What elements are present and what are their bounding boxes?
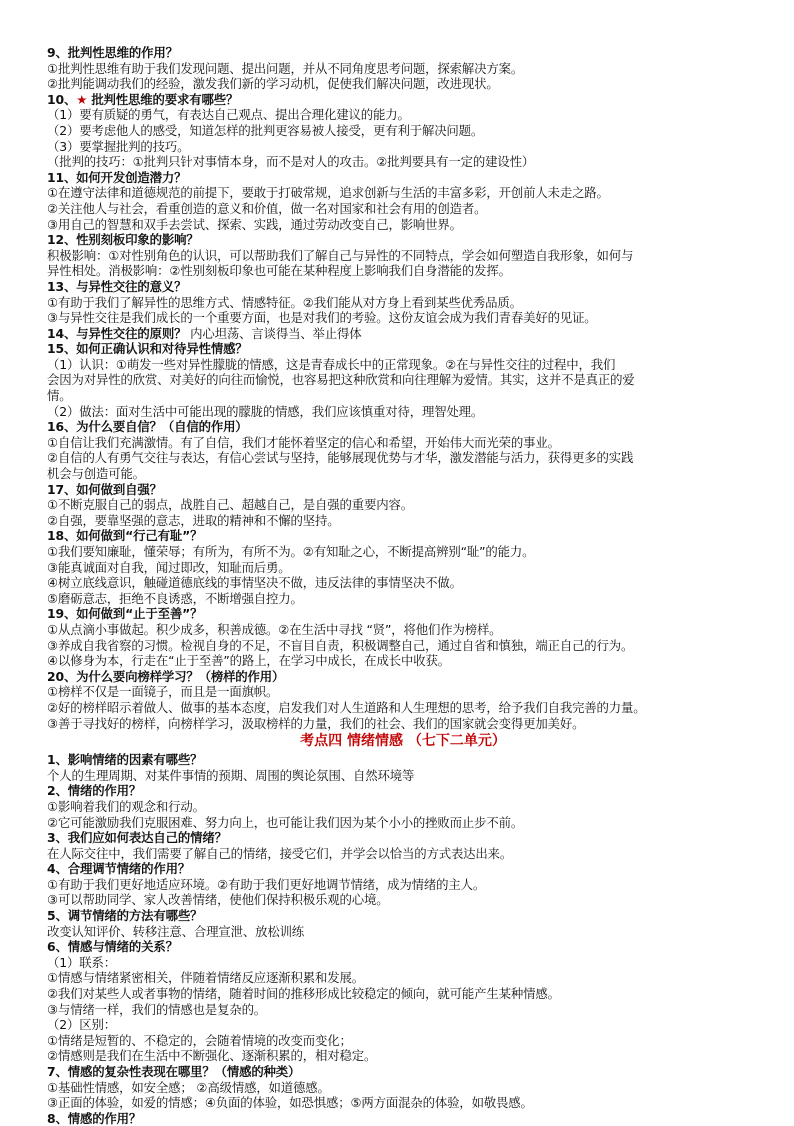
section-judgement-and-growth <box>47 45 759 731</box>
question-line <box>47 528 759 544</box>
answer-line: ①从点滴小事做起。积少成多，积善成德。②在生活中寻找 “贤”，将他们作为榜样。 <box>47 621 502 637</box>
question-heading: 14、与异性交往的原则？ <box>47 325 187 341</box>
question-heading: 19、如何做到“止于至善”？ <box>47 606 203 622</box>
answer-line: ③与情绪一样，我们的情感也是复杂的。 <box>47 1001 267 1017</box>
answer-line: （1）联系： <box>47 954 116 970</box>
question-line <box>47 341 759 357</box>
answer-line: （批判的技巧：①批判只针对事情本身，而不是对人的攻击。②批判要具有一定的建设性） <box>47 154 535 170</box>
question-heading: 16、为什么要自信？（自信的作用） <box>47 419 248 435</box>
answer-line: ④以修身为本，行走在“止于至善”的路上，在学习中成长，在成长中收获。 <box>47 653 450 669</box>
question-heading: 5、调节情绪的方法有哪些？ <box>47 908 203 924</box>
answer-line: ①有助于我们更好地适应环境。②有助于我们更好地调节情绪，成为情绪的主人。 <box>47 876 486 892</box>
question-line <box>47 232 759 248</box>
question-heading: 18、如何做到“行己有耻”？ <box>47 528 203 544</box>
answer-line: ③与异性交往是我们成长的一个重要方面，也是对我们的考验。这份友谊会成为我们青春美好的见证。 <box>47 310 597 326</box>
answer-line: 在人际交往中，我们需要了解自己的情绪，接受它们，并学会以恰当的方式表达出来。 <box>47 845 513 861</box>
answer-line: ②我们对某些人或者事物的情绪，随着时间的推移形成比较稳定的倾向，就可能产生某种情感。 <box>47 986 560 1002</box>
question-heading: 4、合理调节情绪的作用？ <box>47 861 191 877</box>
question-line <box>47 830 759 846</box>
answer-line: ①不断克服自己的弱点，战胜自己、超越自己，是自强的重要内容。 <box>47 497 413 513</box>
question-line <box>47 279 759 295</box>
answer-line: ②好的榜样昭示着做人、做事的基本态度，启发我们对人生道路和人生理想的思考，给予我们自我完善的力量。 <box>47 699 646 715</box>
answer-line: ②它可能激励我们克服困难、努力向上，也可能让我们因为某个小小的挫败而止步不前。 <box>47 814 524 830</box>
star-icon: ★ <box>76 91 88 107</box>
question-heading: 11、如何开发创造潜力？ <box>47 169 187 185</box>
answer-line: 个人的生理周期、对某件事情的预期、周围的舆论氛围、自然环境等 <box>47 767 415 783</box>
answer-line: （2）做法：面对生活中可能出现的朦胧的情感，我们应该慎重对待，理智处理。 <box>47 403 484 419</box>
answer-line: （1）认识：①萌发一些对异性朦胧的情感，这是青春成长中的正常现象。②在与异性交往的过程中，我们 <box>47 356 616 372</box>
question-heading: 7、情感的复杂性表现在哪里？（情感的种类） <box>47 1064 301 1079</box>
answer-line: 积极影响：①对性别角色的认识，可以帮助我们了解自己与异性的不同特点，学会如何塑造自我形象，如何与 <box>47 247 634 263</box>
section-emotions <box>47 752 759 1126</box>
answer-line: 情。 <box>47 388 72 404</box>
question-heading: 15、如何正确认识和对待异性情感？ <box>47 341 248 357</box>
question-heading: 12、性别刻板印象的影响？ <box>47 232 199 248</box>
question-line <box>47 92 759 108</box>
answer-line: ①情绪是短暂的、不稳定的，会随着情境的改变而变化； <box>47 1032 352 1048</box>
answer-line: ①榜样不仅是一面镜子，而且是一面旗帜。 <box>47 684 279 700</box>
answer-line: ③善于寻找好的榜样，向榜样学习，汲取榜样的力量，我们的社会、我们的国家就会变得更加美好。 <box>47 715 585 731</box>
document-page <box>47 45 759 1126</box>
answer-line: ③养成自我省察的习惯。检视自身的不足，不盲目自责，积极调整自己，通过自省和慎独，端正自己的行为。 <box>47 637 634 653</box>
answer-line: ②批判能调动我们的经验，激发我们新的学习动机，促使我们解决问题，改进现状。 <box>47 76 499 92</box>
question-heading: 3、我们应如何表达自己的情绪？ <box>47 830 227 846</box>
question-line <box>47 669 759 685</box>
question-heading: 17、如何做到自强？ <box>47 481 162 497</box>
answer-line: ①情感与情绪紧密相关，伴随着情绪反应逐渐积累和发展。 <box>47 970 364 986</box>
answer-line: ③正面的体验，如爱的情感；④负面的体验，如恐惧感；⑤两方面混杂的体验，如敬畏感。 <box>47 1095 533 1111</box>
answer-line: ②自信的人有勇气交往与表达，有信心尝试与坚持，能够展现优势与才华，激发潜能与活力，获得更多的实践 <box>47 450 634 466</box>
answer-line: ④树立底线意识，触碰道德底线的事情坚决不做，违反法律的事情坚决不做。 <box>47 575 462 591</box>
question-heading: 9、批判性思维的作用？ <box>47 45 178 60</box>
answer-line: ②关注他人与社会，看重创造的意义和价值，做一名对国家和社会有用的创造者。 <box>47 200 487 216</box>
question-line <box>47 1111 759 1126</box>
answer-line: ①我们要知廉耻，懂荣辱；有所为，有所不为。②有知耻之心，不断提高辨别“耻”的能力。 <box>47 544 535 559</box>
answer-line: ②情感则是我们在生活中不断强化、逐渐积累的，相对稳定。 <box>47 1048 377 1064</box>
answer-line: ③可以帮助同学、家人改善情绪，使他们保持积极乐观的心境。 <box>47 892 389 908</box>
answer-line: （2）要考虑他人的感受，知道怎样的批判更容易被人接受，更有利于解决问题。 <box>47 122 484 138</box>
answer-line: （2）区别： <box>47 1017 116 1033</box>
answer-line: ①在遵守法律和道德规范的前提下，要敢于打破常规，追求创新与生活的丰富多彩，开创前人未走之路。 <box>47 185 609 201</box>
answer-line: ①自信让我们充满激情。有了自信，我们才能怀着坚定的信心和希望，开始伟大而光荣的事业。 <box>47 434 560 450</box>
question-line <box>47 783 759 799</box>
answer-line: （1）要有质疑的勇气，有表达自己观点、提出合理化建议的能力。 <box>47 107 410 123</box>
answer-line: 异性相处。消极影响：②性别刻板印象也可能在某种程度上影响我们自身潜能的发挥。 <box>47 263 511 279</box>
question-heading: 13、与异性交往的意义？ <box>47 278 187 294</box>
question-line <box>47 45 759 61</box>
answer-line: ①有助于我们了解异性的思维方式、情感特征。②我们能从对方身上看到某些优秀品质。 <box>47 294 522 310</box>
question-line <box>47 326 759 342</box>
question-line <box>47 482 759 498</box>
answer-line: ⑤磨砺意志，拒绝不良诱惑，不断增强自控力。 <box>47 590 303 606</box>
question-heading: 1、影响情绪的因素有哪些？ <box>47 752 203 768</box>
question-line <box>47 752 759 768</box>
answer-line: ①批判性思维有助于我们发现问题、提出问题，并从不同角度思考问题，探索解决方案。 <box>47 60 524 76</box>
question-heading: 批判性思维的要求有哪些？ <box>87 91 239 107</box>
answer-line: ③能真诚面对自我，闻过即改，知耻而后勇。 <box>47 559 291 575</box>
question-line <box>47 419 759 435</box>
answer-line: 会因为对异性的欣赏、对美好的向往而愉悦，也容易把这种欣赏和向往理解为爱情。其实，这并不是真正的爱 <box>47 372 635 388</box>
answer-line: （3）要掌握批判的技巧。 <box>47 138 190 154</box>
inline-answer: 内心坦荡、言谈得当、举止得体 <box>186 325 362 341</box>
question-line <box>47 606 759 622</box>
answer-line: ③用自己的智慧和双手去尝试、探索、实践，通过劳动改变自己，影响世界。 <box>47 216 462 232</box>
question-heading: 2、情绪的作用？ <box>47 783 142 799</box>
answer-line: ②自强，要靠坚强的意志，进取的精神和不懈的坚持。 <box>47 512 340 528</box>
question-heading: 6、情感与情绪的关系？ <box>47 939 178 955</box>
question-heading: 20、为什么要向榜样学习？（榜样的作用） <box>47 668 285 684</box>
question-line <box>47 1064 759 1080</box>
question-line <box>47 939 759 955</box>
question-number: 10、 <box>47 91 77 107</box>
answer-line: 机会与创造可能。 <box>47 466 145 482</box>
question-line <box>47 170 759 186</box>
answer-line: ①影响着我们的观念和行动。 <box>47 798 205 814</box>
question-line <box>47 908 759 924</box>
answer-line: 改变认知评价、转移注意、合理宣泄、放松训练 <box>47 923 305 939</box>
section-title: 考点四 情绪情感 （七下二单元） <box>300 733 506 750</box>
question-heading: 8、情感的作用？ <box>47 1110 142 1126</box>
answer-line: ①基础性情感，如安全感； ②高级情感，如道德感。 <box>47 1079 330 1095</box>
question-line <box>47 861 759 877</box>
